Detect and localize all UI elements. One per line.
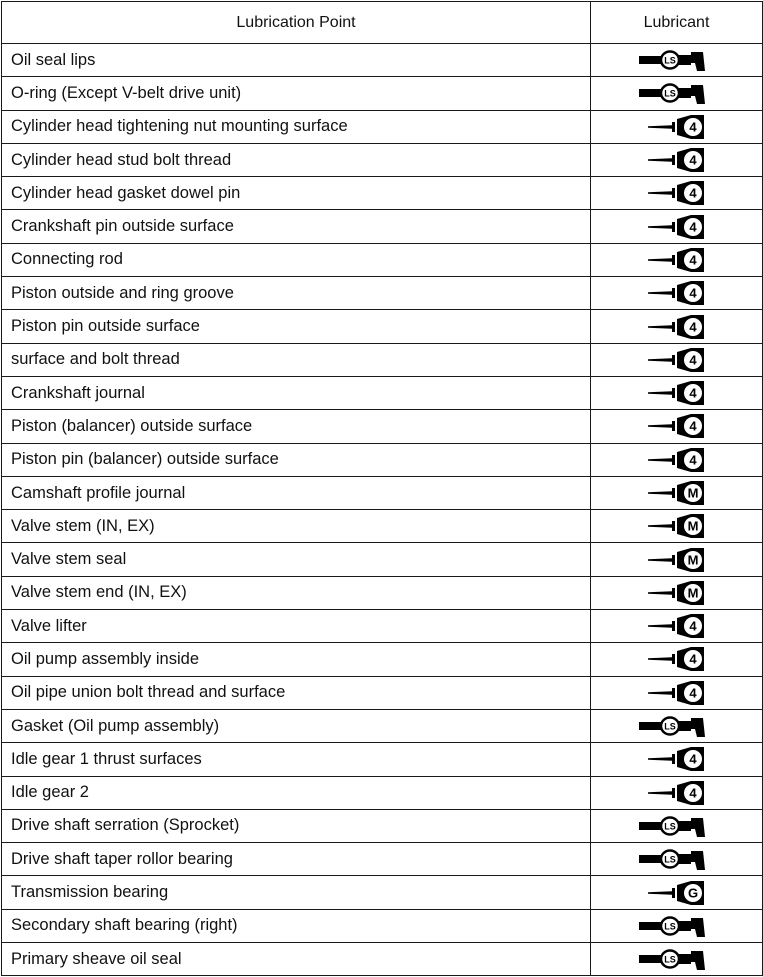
svg-text:G: G — [687, 885, 698, 901]
oil-can-icon — [642, 113, 712, 141]
lubricant-cell — [591, 77, 763, 110]
lubricant-cell — [591, 310, 763, 343]
lubricant-cell — [591, 44, 763, 77]
lubricant-cell — [591, 576, 763, 609]
lubrication-point-cell: Valve stem seal — [2, 543, 591, 576]
svg-text:LS: LS — [663, 88, 676, 99]
table-row — [2, 243, 763, 276]
oil-can-icon — [642, 879, 712, 907]
svg-text:LS: LS — [663, 854, 676, 865]
lubrication-point-cell: surface and bolt thread — [2, 343, 591, 376]
oil-can-icon — [642, 446, 712, 474]
table-row — [2, 876, 763, 909]
grease-tube-icon — [637, 80, 717, 106]
lubrication-point-cell: Cylinder head gasket dowel pin — [2, 177, 591, 210]
lubricant-cell — [591, 709, 763, 742]
table-row — [2, 410, 763, 443]
lubricant-cell — [591, 210, 763, 243]
svg-text:4: 4 — [688, 785, 697, 801]
svg-text:4: 4 — [688, 219, 697, 235]
lubrication-table — [1, 1, 763, 976]
table-row — [2, 643, 763, 676]
lubrication-point-cell: Crankshaft journal — [2, 376, 591, 409]
table-row — [2, 576, 763, 609]
grease-tube-icon — [637, 913, 717, 939]
lubrication-point-cell: Oil pump assembly inside — [2, 643, 591, 676]
lubricant-cell — [591, 177, 763, 210]
table-row — [2, 943, 763, 976]
table-row — [2, 44, 763, 77]
oil-can-icon — [642, 645, 712, 673]
lubrication-point-cell: Cylinder head tightening nut mounting surface — [2, 110, 591, 143]
table-row — [2, 210, 763, 243]
lubricant-cell — [591, 277, 763, 310]
svg-text:4: 4 — [688, 685, 697, 701]
table-row — [2, 776, 763, 809]
lubricant-cell — [591, 510, 763, 543]
header-lubrication-point: Lubrication Point — [2, 2, 591, 44]
table-row — [2, 177, 763, 210]
lubrication-point-cell: Valve lifter — [2, 610, 591, 643]
grease-tube-icon — [637, 813, 717, 839]
lubrication-point-cell: Valve stem (IN, EX) — [2, 510, 591, 543]
svg-text:4: 4 — [688, 285, 697, 301]
lubrication-point-cell: Drive shaft serration (Sprocket) — [2, 809, 591, 842]
lubrication-point-cell: Gasket (Oil pump assembly) — [2, 709, 591, 742]
lubricant-cell — [591, 743, 763, 776]
table-row — [2, 709, 763, 742]
lubricant-cell — [591, 776, 763, 809]
table-header-row — [2, 2, 763, 44]
lubrication-point-cell: Secondary shaft bearing (right) — [2, 909, 591, 942]
lubricant-cell — [591, 243, 763, 276]
lubrication-point-cell: Piston pin (balancer) outside surface — [2, 443, 591, 476]
svg-text:LS: LS — [663, 55, 676, 66]
table-row — [2, 843, 763, 876]
oil-can-icon — [642, 779, 712, 807]
oil-can-icon — [642, 213, 712, 241]
svg-text:LS: LS — [663, 921, 676, 932]
lubrication-point-cell: Piston pin outside surface — [2, 310, 591, 343]
table-row — [2, 743, 763, 776]
svg-text:LS: LS — [663, 954, 676, 965]
lubrication-point-cell: Piston outside and ring groove — [2, 277, 591, 310]
lubrication-point-cell: Crankshaft pin outside surface — [2, 210, 591, 243]
table-row — [2, 376, 763, 409]
table-row — [2, 510, 763, 543]
svg-text:M: M — [687, 485, 698, 501]
lubricant-cell — [591, 543, 763, 576]
lubricant-cell — [591, 343, 763, 376]
lubricant-cell — [591, 143, 763, 176]
lubricant-cell — [591, 443, 763, 476]
lubricant-cell — [591, 476, 763, 509]
lubrication-point-cell: O-ring (Except V-belt drive unit) — [2, 77, 591, 110]
oil-can-icon — [642, 679, 712, 707]
oil-can-icon — [642, 479, 712, 507]
oil-can-icon — [642, 512, 712, 540]
svg-text:M: M — [687, 518, 698, 534]
lubricant-cell — [591, 110, 763, 143]
svg-text:4: 4 — [688, 352, 697, 368]
table-row — [2, 110, 763, 143]
lubricant-cell — [591, 843, 763, 876]
table-row — [2, 77, 763, 110]
oil-can-icon — [642, 546, 712, 574]
svg-text:4: 4 — [688, 119, 697, 135]
svg-text:4: 4 — [688, 252, 697, 268]
header-lubricant: Lubricant — [591, 2, 763, 44]
oil-can-icon — [642, 146, 712, 174]
oil-can-icon — [642, 745, 712, 773]
grease-tube-icon — [637, 713, 717, 739]
oil-can-icon — [642, 346, 712, 374]
table-row — [2, 443, 763, 476]
svg-text:4: 4 — [688, 186, 697, 202]
lubricant-cell — [591, 876, 763, 909]
table-row — [2, 476, 763, 509]
svg-text:4: 4 — [688, 152, 697, 168]
table-row — [2, 909, 763, 942]
svg-text:4: 4 — [688, 752, 697, 768]
grease-tube-icon — [637, 946, 717, 972]
lubrication-point-cell: Oil seal lips — [2, 44, 591, 77]
grease-tube-icon — [637, 846, 717, 872]
table-row — [2, 143, 763, 176]
oil-can-icon — [642, 579, 712, 607]
lubrication-point-cell: Cylinder head stud bolt thread — [2, 143, 591, 176]
oil-can-icon — [642, 612, 712, 640]
lubrication-point-cell: Piston (balancer) outside surface — [2, 410, 591, 443]
lubrication-point-cell: Connecting rod — [2, 243, 591, 276]
lubrication-point-cell: Drive shaft taper rollor bearing — [2, 843, 591, 876]
oil-can-icon — [642, 279, 712, 307]
table-row — [2, 343, 763, 376]
oil-can-icon — [642, 179, 712, 207]
svg-text:M: M — [687, 585, 698, 601]
table-row — [2, 310, 763, 343]
lubrication-point-cell: Idle gear 1 thrust surfaces — [2, 743, 591, 776]
table-row — [2, 809, 763, 842]
lubricant-cell — [591, 943, 763, 976]
svg-text:4: 4 — [688, 618, 697, 634]
svg-text:LS: LS — [663, 721, 676, 732]
lubricant-cell — [591, 376, 763, 409]
lubrication-point-cell: Primary sheave oil seal — [2, 943, 591, 976]
lubricant-cell — [591, 676, 763, 709]
lubricant-cell — [591, 643, 763, 676]
grease-tube-icon — [637, 47, 717, 73]
lubricant-cell — [591, 809, 763, 842]
svg-text:LS: LS — [663, 821, 676, 832]
svg-text:4: 4 — [688, 652, 697, 668]
table-row — [2, 676, 763, 709]
table-row — [2, 543, 763, 576]
svg-text:M: M — [687, 552, 698, 568]
lubricant-cell — [591, 410, 763, 443]
lubricant-cell — [591, 909, 763, 942]
lubrication-point-cell: Idle gear 2 — [2, 776, 591, 809]
lubrication-point-cell: Camshaft profile journal — [2, 476, 591, 509]
oil-can-icon — [642, 379, 712, 407]
lubrication-point-cell: Valve stem end (IN, EX) — [2, 576, 591, 609]
lubrication-point-cell: Oil pipe union bolt thread and surface — [2, 676, 591, 709]
lubrication-point-cell: Transmission bearing — [2, 876, 591, 909]
oil-can-icon — [642, 313, 712, 341]
svg-text:4: 4 — [688, 419, 697, 435]
table-row — [2, 610, 763, 643]
svg-text:4: 4 — [688, 319, 697, 335]
lubricant-cell — [591, 610, 763, 643]
oil-can-icon — [642, 246, 712, 274]
svg-text:4: 4 — [688, 385, 697, 401]
table-row — [2, 277, 763, 310]
svg-text:4: 4 — [688, 452, 697, 468]
oil-can-icon — [642, 412, 712, 440]
